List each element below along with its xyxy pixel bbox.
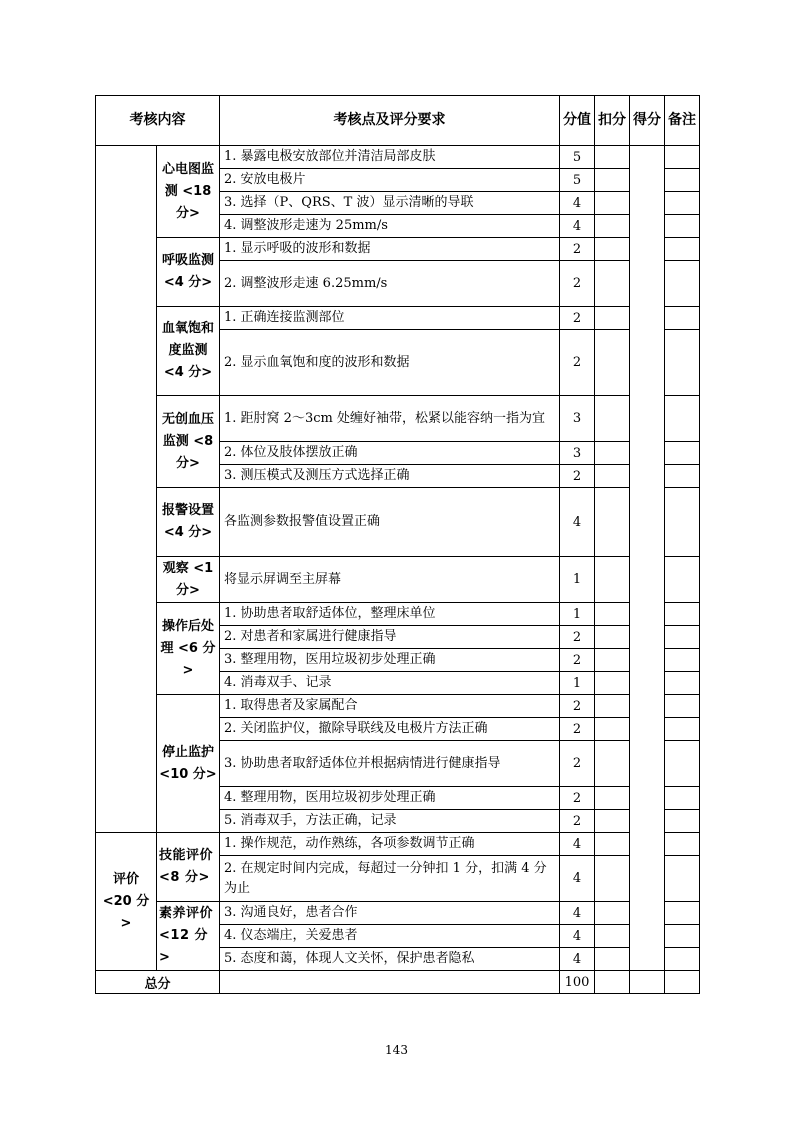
remark-cell — [665, 672, 700, 695]
remark-cell — [665, 557, 700, 603]
header-deduct: 扣分 — [595, 96, 630, 146]
remark-cell — [665, 261, 700, 307]
item-text: 4. 调整波形走速为 25mm/s — [220, 215, 560, 238]
item-text: 2. 安放电极片 — [220, 169, 560, 192]
remark-cell — [665, 856, 700, 902]
total-row — [96, 971, 700, 994]
total-label: 总分 — [96, 971, 220, 994]
item-score: 4 — [560, 902, 595, 925]
table-row — [96, 695, 700, 718]
group-skill: 技能评价<8 分> — [157, 833, 220, 902]
remark-cell — [665, 718, 700, 741]
item-text: 1. 取得患者及家属配合 — [220, 695, 560, 718]
remark-cell — [665, 330, 700, 396]
group-stop: 停止监护 <10 分> — [157, 695, 220, 833]
remark-cell — [665, 925, 700, 948]
item-score: 4 — [560, 215, 595, 238]
item-score: 4 — [560, 925, 595, 948]
table-row — [96, 902, 700, 925]
remark-cell — [665, 948, 700, 971]
item-text: 5. 态度和蔼，体现人文关怀，保护患者隐私 — [220, 948, 560, 971]
item-text: 4. 仪态端庄，关爱患者 — [220, 925, 560, 948]
deduct-cell — [595, 215, 630, 238]
deduct-cell — [595, 192, 630, 215]
remark-cell — [665, 238, 700, 261]
table-row — [96, 238, 700, 261]
remark-cell — [665, 169, 700, 192]
remark-cell — [665, 465, 700, 488]
deduct-cell — [595, 649, 630, 672]
deduct-cell — [595, 787, 630, 810]
deduct-cell — [595, 672, 630, 695]
item-text: 5. 消毒双手，方法正确，记录 — [220, 810, 560, 833]
item-text: 3. 协助患者取舒适体位并根据病情进行健康指导 — [220, 741, 560, 787]
item-text: 4. 整理用物，医用垃圾初步处理正确 — [220, 787, 560, 810]
total-score: 100 — [560, 971, 595, 994]
got-column — [630, 146, 665, 971]
item-score: 4 — [560, 948, 595, 971]
deduct-cell — [595, 146, 630, 169]
remark-cell — [665, 695, 700, 718]
item-text: 2. 显示血氧饱和度的波形和数据 — [220, 330, 560, 396]
item-score: 4 — [560, 833, 595, 856]
item-text: 各监测参数报警值设置正确 — [220, 488, 560, 557]
table-row — [96, 557, 700, 603]
item-text: 4. 消毒双手、记录 — [220, 672, 560, 695]
remark-cell — [665, 215, 700, 238]
item-text: 2. 在规定时间内完成，每超过一分钟扣 1 分，扣满 4 分为止 — [220, 856, 560, 902]
deduct-cell — [595, 442, 630, 465]
remark-cell — [665, 741, 700, 787]
item-score: 2 — [560, 695, 595, 718]
item-score: 2 — [560, 330, 595, 396]
table-row — [96, 396, 700, 442]
table-row — [96, 603, 700, 626]
item-score: 4 — [560, 856, 595, 902]
header-points: 考核点及评分要求 — [220, 96, 560, 146]
item-text: 1. 正确连接监测部位 — [220, 307, 560, 330]
remark-cell — [665, 810, 700, 833]
deduct-cell — [595, 396, 630, 442]
deduct-cell — [595, 902, 630, 925]
remark-cell — [665, 833, 700, 856]
header-score: 分值 — [560, 96, 595, 146]
deduct-cell — [595, 465, 630, 488]
group-resp: 呼吸监测 <4 分> — [157, 238, 220, 307]
remark-cell — [665, 488, 700, 557]
deduct-cell — [595, 488, 630, 557]
deduct-cell — [595, 238, 630, 261]
item-score: 5 — [560, 169, 595, 192]
header-got: 得分 — [630, 96, 665, 146]
remark-cell — [665, 307, 700, 330]
item-score: 2 — [560, 626, 595, 649]
item-score: 1 — [560, 672, 595, 695]
group-eval: 评价 <20 分> — [96, 833, 157, 971]
group-ecg: 心电图监测 <18 分> — [157, 146, 220, 238]
group-nibp: 无创血压监测 <8 分> — [157, 396, 220, 488]
item-text: 1. 显示呼吸的波形和数据 — [220, 238, 560, 261]
item-text: 1. 距肘窝 2～3cm 处缠好袖带，松紧以能容纳一指为宜 — [220, 396, 560, 442]
remark-cell — [665, 396, 700, 442]
item-text: 3. 选择（P、QRS、T 波）显示清晰的导联 — [220, 192, 560, 215]
item-text: 1. 操作规范，动作熟练，各项参数调节正确 — [220, 833, 560, 856]
item-score: 2 — [560, 810, 595, 833]
group-spo2: 血氧饱和度监测 <4 分> — [157, 307, 220, 396]
item-text: 2. 关闭监护仪，撤除导联线及电极片方法正确 — [220, 718, 560, 741]
deduct-cell — [595, 971, 630, 994]
header-remark: 备注 — [665, 96, 700, 146]
remark-cell — [665, 603, 700, 626]
item-text: 2. 调整波形走速 6.25mm/s — [220, 261, 560, 307]
item-text: 2. 体位及肢体摆放正确 — [220, 442, 560, 465]
remark-cell — [665, 626, 700, 649]
item-score: 2 — [560, 741, 595, 787]
scoring-table — [95, 95, 700, 994]
group-alarm: 报警设置 <4 分> — [157, 488, 220, 557]
header-content: 考核内容 — [96, 96, 220, 146]
item-text: 3. 测压模式及测压方式选择正确 — [220, 465, 560, 488]
item-text: 1. 协助患者取舒适体位，整理床单位 — [220, 603, 560, 626]
deduct-cell — [595, 330, 630, 396]
remark-cell — [665, 192, 700, 215]
item-score: 1 — [560, 557, 595, 603]
deduct-cell — [595, 603, 630, 626]
item-score: 1 — [560, 603, 595, 626]
item-score: 3 — [560, 396, 595, 442]
deduct-cell — [595, 169, 630, 192]
item-text: 将显示屏调至主屏幕 — [220, 557, 560, 603]
item-text: 2. 对患者和家属进行健康指导 — [220, 626, 560, 649]
item-score: 2 — [560, 465, 595, 488]
item-score: 4 — [560, 192, 595, 215]
remark-cell — [665, 146, 700, 169]
total-blank — [220, 971, 560, 994]
deduct-cell — [595, 695, 630, 718]
deduct-cell — [595, 810, 630, 833]
deduct-cell — [595, 557, 630, 603]
group-quality: 素养评价 <12 分> — [157, 902, 220, 971]
deduct-cell — [595, 261, 630, 307]
remark-cell — [665, 787, 700, 810]
group-observe: 观察 <1 分> — [157, 557, 220, 603]
table-row — [96, 146, 700, 169]
operation-column-blank — [96, 146, 157, 833]
remark-cell — [665, 902, 700, 925]
page-number: 143 — [385, 1043, 408, 1057]
deduct-cell — [595, 833, 630, 856]
deduct-cell — [595, 925, 630, 948]
deduct-cell — [595, 948, 630, 971]
table-row — [96, 307, 700, 330]
item-score: 2 — [560, 307, 595, 330]
item-score: 3 — [560, 442, 595, 465]
got-cell — [630, 971, 665, 994]
item-text: 3. 整理用物，医用垃圾初步处理正确 — [220, 649, 560, 672]
table-row — [96, 833, 700, 856]
remark-cell — [665, 442, 700, 465]
item-score: 4 — [560, 488, 595, 557]
deduct-cell — [595, 718, 630, 741]
deduct-cell — [595, 741, 630, 787]
item-score: 2 — [560, 238, 595, 261]
remark-cell — [665, 649, 700, 672]
item-score: 2 — [560, 649, 595, 672]
header-row — [96, 96, 700, 146]
item-score: 5 — [560, 146, 595, 169]
item-score: 2 — [560, 718, 595, 741]
item-score: 2 — [560, 261, 595, 307]
item-score: 2 — [560, 787, 595, 810]
group-post: 操作后处理 <6 分> — [157, 603, 220, 695]
deduct-cell — [595, 626, 630, 649]
deduct-cell — [595, 856, 630, 902]
item-text: 1. 暴露电极安放部位并清洁局部皮肤 — [220, 146, 560, 169]
remark-cell — [665, 971, 700, 994]
table-row — [96, 488, 700, 557]
deduct-cell — [595, 307, 630, 330]
item-text: 3. 沟通良好，患者合作 — [220, 902, 560, 925]
